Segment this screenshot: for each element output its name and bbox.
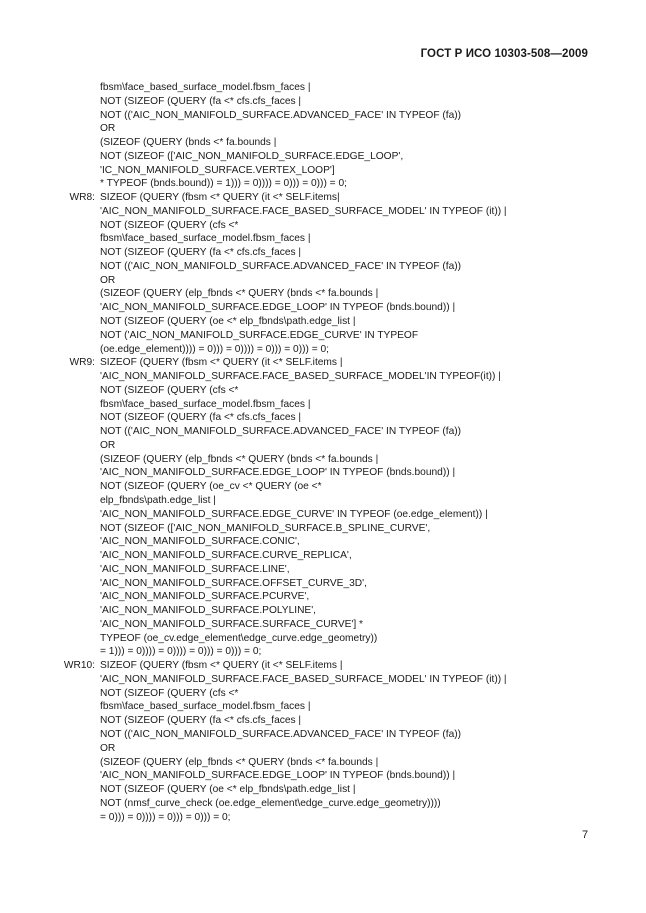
code-text: = 1))) = 0)))) = 0)))) = 0))) = 0))) = 0; [100, 646, 262, 658]
code-line [0, 191, 646, 205]
code-line [0, 645, 646, 659]
code-line [0, 673, 646, 687]
code-line [0, 604, 646, 618]
code-line [0, 81, 646, 95]
code-text: NOT (SIZEOF (QUERY (cfs <* [100, 219, 239, 231]
code-text: 'AIC_NON_MANIFOLD_SURFACE.CONIC', [100, 536, 300, 548]
code-text: NOT ('AIC_NON_MANIFOLD_SURFACE.EDGE_CURVE' IN TYPEOF [100, 329, 419, 341]
code-line [0, 811, 646, 825]
code-text: = 0))) = 0)))) = 0))) = 0))) = 0; [100, 811, 231, 823]
code-text: 'AIC_NON_MANIFOLD_SURFACE.OFFSET_CURVE_3D', [100, 577, 367, 589]
code-line [0, 260, 646, 274]
code-line [0, 439, 646, 453]
code-text: NOT (('AIC_NON_MANIFOLD_SURFACE.ADVANCED_FACE' IN TYPEOF (fa)) [100, 728, 462, 740]
code-line [0, 425, 646, 439]
code-text: NOT (('AIC_NON_MANIFOLD_SURFACE.ADVANCED_FACE' IN TYPEOF (fa)) [100, 260, 462, 272]
code-line [0, 205, 646, 219]
code-line [0, 150, 646, 164]
code-text: * TYPEOF (bnds.bound)) = 1))) = 0)))) = 0))) = 0))) = 0; [100, 178, 347, 190]
code-line [0, 577, 646, 591]
code-line [0, 246, 646, 260]
page-number: 7 [582, 829, 589, 841]
document-header: ГОСТ Р ИСО 10303-508—2009 [420, 48, 588, 60]
code-text: NOT (SIZEOF (QUERY (fa <* cfs.cfs_faces | [100, 715, 302, 727]
code-line [0, 756, 646, 770]
code-line [0, 136, 646, 150]
code-text: NOT (SIZEOF (QUERY (oe <* elp_fbnds\path.edge_list | [100, 784, 356, 796]
code-text: 'AIC_NON_MANIFOLD_SURFACE.LINE', [100, 563, 290, 575]
code-line [0, 301, 646, 315]
code-text: OR [100, 123, 116, 135]
code-text: NOT (SIZEOF (QUERY (cfs <* [100, 384, 239, 396]
code-text: (SIZEOF (QUERY (elp_fbnds <* QUERY (bnds <* fa.bounds | [100, 288, 379, 300]
code-text: (SIZEOF (QUERY (bnds <* fa.bounds | [100, 137, 277, 149]
code-line [0, 356, 646, 370]
code-line [0, 315, 646, 329]
code-line [0, 700, 646, 714]
rule-label: WR10: [63, 660, 95, 672]
code-text: SIZEOF (QUERY (fbsm <* QUERY (it <* SELF.items| [100, 192, 340, 204]
code-text: 'AIC_NON_MANIFOLD_SURFACE.EDGE_LOOP' IN TYPEOF (bnds.bound)) | [100, 467, 456, 479]
code-line [0, 411, 646, 425]
code-text: 'IC_NON_MANIFOLD_SURFACE.VERTEX_LOOP'] [100, 164, 335, 176]
code-line [0, 287, 646, 301]
rule-label: WR9: [69, 357, 95, 369]
code-text: fbsm\face_based_surface_model.fbsm_faces | [100, 233, 311, 245]
code-text: 'AIC_NON_MANIFOLD_SURFACE.FACE_BASED_SURFACE_MODEL' IN TYPEOF (it)) | [100, 205, 507, 217]
code-line [0, 122, 646, 136]
code-line [0, 343, 646, 357]
code-text: 'AIC_NON_MANIFOLD_SURFACE.FACE_BASED_SURFACE_MODEL'IN TYPEOF(it)) | [100, 371, 501, 383]
code-line [0, 232, 646, 246]
code-line [0, 370, 646, 384]
code-line [0, 714, 646, 728]
code-text: NOT (SIZEOF (QUERY (cfs <* [100, 687, 239, 699]
code-line [0, 659, 646, 673]
code-text: (SIZEOF (QUERY (elp_fbnds <* QUERY (bnds <* fa.bounds | [100, 756, 379, 768]
code-line [0, 769, 646, 783]
code-line [0, 274, 646, 288]
code-line [0, 398, 646, 412]
code-line [0, 549, 646, 563]
code-line [0, 632, 646, 646]
code-text: NOT (SIZEOF (QUERY (oe_cv <* QUERY (oe <* [100, 481, 322, 493]
code-text: NOT (SIZEOF (['AIC_NON_MANIFOLD_SURFACE.B_SPLINE_CURVE', [100, 522, 431, 534]
code-text: elp_fbnds\path.edge_list | [100, 494, 216, 506]
code-line [0, 618, 646, 632]
code-line [0, 95, 646, 109]
code-text: 'AIC_NON_MANIFOLD_SURFACE.CURVE_REPLICA', [100, 550, 352, 562]
code-line [0, 480, 646, 494]
code-line [0, 494, 646, 508]
code-line [0, 329, 646, 343]
code-line [0, 590, 646, 604]
code-text: 'AIC_NON_MANIFOLD_SURFACE.FACE_BASED_SURFACE_MODEL' IN TYPEOF (it)) | [100, 673, 507, 685]
code-text: NOT (SIZEOF (QUERY (fa <* cfs.cfs_faces | [100, 95, 302, 107]
code-line [0, 466, 646, 480]
code-line [0, 783, 646, 797]
code-text: 'AIC_NON_MANIFOLD_SURFACE.EDGE_LOOP' IN TYPEOF (bnds.bound)) | [100, 770, 456, 782]
code-text: NOT (SIZEOF (QUERY (fa <* cfs.cfs_faces | [100, 247, 302, 259]
code-text: SIZEOF (QUERY (fbsm <* QUERY (it <* SELF.items | [100, 357, 343, 369]
code-line [0, 742, 646, 756]
express-code-block [0, 81, 646, 824]
code-text: NOT (SIZEOF (['AIC_NON_MANIFOLD_SURFACE.EDGE_LOOP', [100, 150, 404, 162]
code-text: (oe.edge_element)))) = 0))) = 0)))) = 0))) = 0))) = 0; [100, 343, 330, 355]
code-text: NOT (SIZEOF (QUERY (oe <* elp_fbnds\path.edge_list | [100, 316, 356, 328]
code-line [0, 219, 646, 233]
code-line [0, 164, 646, 178]
code-text: OR [100, 742, 116, 754]
code-text: 'AIC_NON_MANIFOLD_SURFACE.POLYLINE', [100, 605, 316, 617]
code-text: 'AIC_NON_MANIFOLD_SURFACE.EDGE_CURVE' IN TYPEOF (oe.edge_element)) | [100, 508, 488, 520]
code-text: OR [100, 274, 116, 286]
code-line [0, 563, 646, 577]
code-text: 'AIC_NON_MANIFOLD_SURFACE.SURFACE_CURVE'] * [100, 618, 363, 630]
rule-label: WR8: [69, 192, 95, 204]
code-text: NOT (SIZEOF (QUERY (fa <* cfs.cfs_faces | [100, 412, 302, 424]
code-text: 'AIC_NON_MANIFOLD_SURFACE.PCURVE', [100, 591, 310, 603]
code-text: OR [100, 439, 116, 451]
code-text: NOT (('AIC_NON_MANIFOLD_SURFACE.ADVANCED_FACE' IN TYPEOF (fa)) [100, 426, 462, 438]
code-text: fbsm\face_based_surface_model.fbsm_faces | [100, 701, 311, 713]
code-text: NOT (('AIC_NON_MANIFOLD_SURFACE.ADVANCED_FACE' IN TYPEOF (fa)) [100, 109, 462, 121]
code-text: TYPEOF (oe_cv.edge_element\edge_curve.edge_geometry)) [100, 632, 378, 644]
code-text: SIZEOF (QUERY (fbsm <* QUERY (it <* SELF.items | [100, 660, 343, 672]
code-text: fbsm\face_based_surface_model.fbsm_faces | [100, 82, 311, 93]
code-line [0, 508, 646, 522]
code-text: NOT (nmsf_curve_check (oe.edge_element\edge_curve.edge_geometry)))) [100, 797, 441, 809]
code-line [0, 728, 646, 742]
code-text: (SIZEOF (QUERY (elp_fbnds <* QUERY (bnds <* fa.bounds | [100, 453, 379, 465]
code-text: 'AIC_NON_MANIFOLD_SURFACE.EDGE_LOOP' IN TYPEOF (bnds.bound)) | [100, 302, 456, 314]
code-line [0, 177, 646, 191]
code-line [0, 687, 646, 701]
code-text: fbsm\face_based_surface_model.fbsm_faces | [100, 398, 311, 410]
code-line [0, 453, 646, 467]
code-line [0, 535, 646, 549]
code-line [0, 522, 646, 536]
code-line [0, 109, 646, 123]
code-line [0, 797, 646, 811]
code-line [0, 384, 646, 398]
